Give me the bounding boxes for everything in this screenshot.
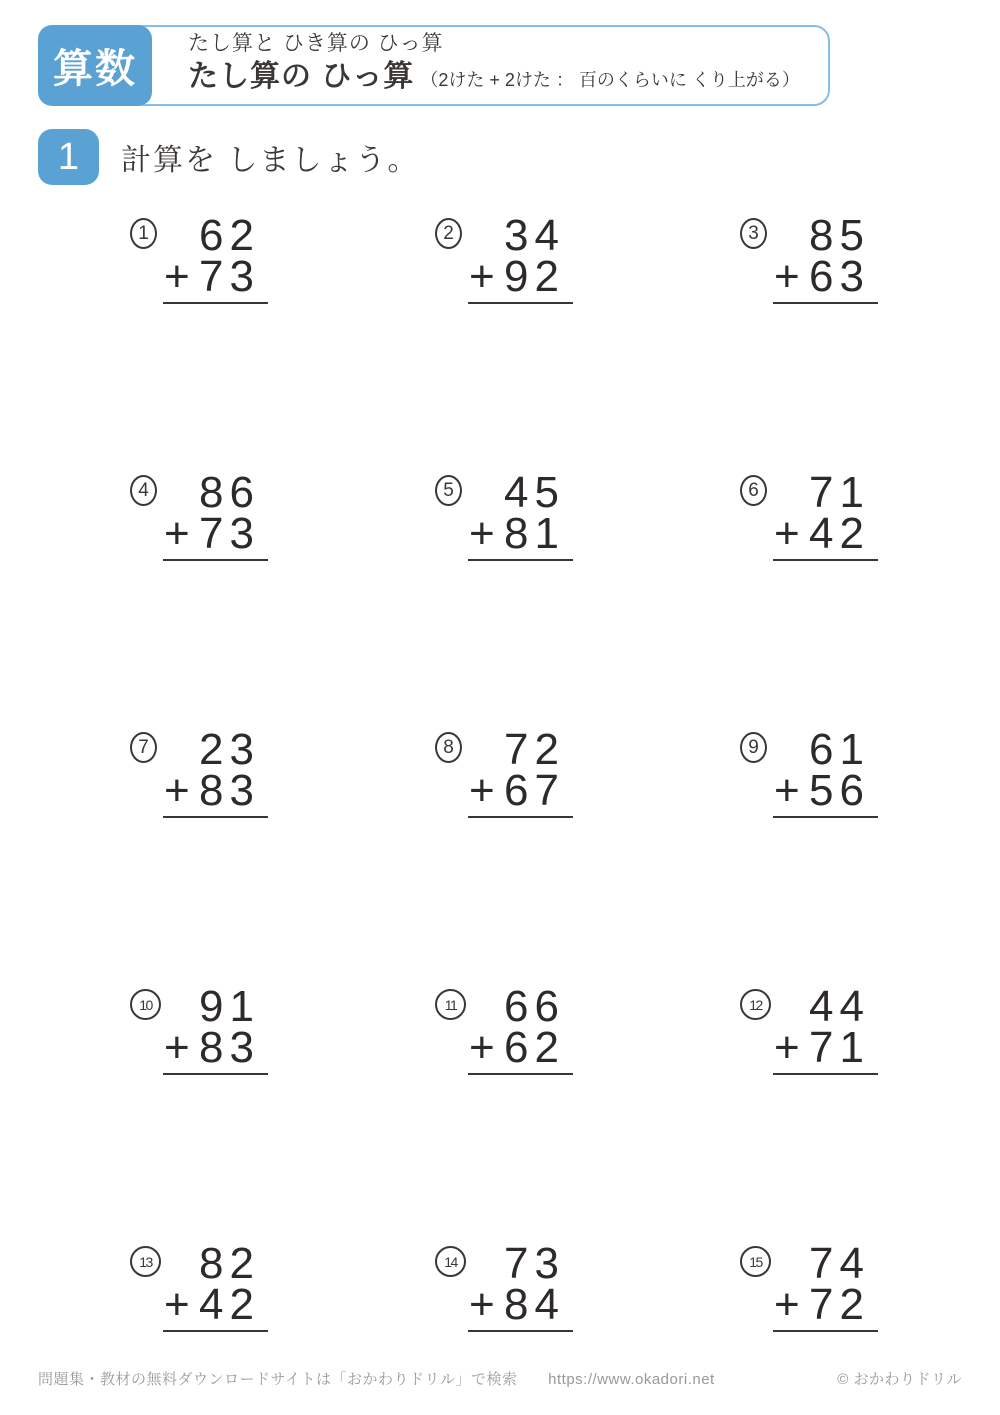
section-instruction: 計算を しましょう。 [121,144,420,177]
addition-problem [130,468,435,730]
addend-top: 66 [504,982,565,1031]
addend-top: 71 [809,468,870,517]
addend-bottom-row [773,766,878,818]
vertical-calculation [163,982,268,1075]
problem-number-circle: 14 [435,1246,466,1277]
problem-number-circle: 8 [435,732,462,763]
addend-bottom: 42 [809,509,870,558]
vertical-calculation [773,982,878,1075]
worksheet-series-title: たし算と ひき算の ひっ算 [188,32,444,55]
vertical-calculation [163,725,268,818]
addend-bottom-row [468,766,573,818]
addend-bottom-row [163,766,268,818]
addend-bottom: 73 [199,509,260,558]
addend-bottom-row [773,1023,878,1075]
plus-sign: + [164,252,190,301]
addend-bottom-row [468,509,573,561]
problem-number-circle: 10 [130,989,161,1020]
addition-problem [740,211,1000,473]
problem-number-circle: 12 [740,989,771,1020]
addend-top: 73 [504,1239,565,1288]
addend-bottom-row [468,1023,573,1075]
addition-problem [740,1239,1000,1415]
footer-left [38,1368,715,1389]
addend-bottom: 67 [504,766,565,815]
section-heading [38,129,419,185]
plus-sign: + [774,1280,800,1329]
problem-number-circle: 1 [130,218,157,249]
subject-badge: 算数 [38,25,152,106]
addend-bottom: 63 [809,252,870,301]
addend-bottom: 84 [504,1280,565,1329]
addend-bottom: 71 [809,1023,870,1072]
plus-sign: + [469,766,495,815]
addition-problem [130,1239,435,1415]
page-footer [38,1368,962,1389]
vertical-calculation [468,468,573,561]
addend-bottom-row [163,1280,268,1332]
plus-sign: + [164,766,190,815]
problem-number-circle: 3 [740,218,767,249]
vertical-calculation [468,1239,573,1332]
addend-top: 34 [504,211,565,260]
problems-grid [130,211,1000,1415]
problem-number-circle: 13 [130,1246,161,1277]
plus-sign: + [164,1023,190,1072]
addend-top: 44 [809,982,870,1031]
addend-bottom-row [163,1023,268,1075]
section-number-badge: 1 [38,129,99,185]
plus-sign: + [774,766,800,815]
plus-sign: + [469,1280,495,1329]
plus-sign: + [469,252,495,301]
addend-top: 86 [199,468,260,517]
addend-top: 23 [199,725,260,774]
problem-number-circle: 11 [435,989,466,1020]
addend-bottom: 42 [199,1280,260,1329]
addend-bottom: 72 [809,1280,870,1329]
addition-problem [130,211,435,473]
problem-number-circle: 7 [130,732,157,763]
addend-bottom: 73 [199,252,260,301]
plus-sign: + [164,509,190,558]
vertical-calculation [163,1239,268,1332]
addend-top: 82 [199,1239,260,1288]
vertical-calculation [163,468,268,561]
addition-problem [435,725,740,987]
addend-top: 85 [809,211,870,260]
worksheet-title [188,57,800,100]
footer-copyright: © おかわりドリル [837,1371,962,1388]
addend-bottom-row [163,252,268,304]
addend-bottom-row [773,1280,878,1332]
plus-sign: + [774,252,800,301]
addition-problem [435,211,740,473]
worksheet-title-note: （2けた + 2けた ： 百のくらいに くり上がる） [420,70,800,90]
vertical-calculation [773,725,878,818]
problem-number-circle: 2 [435,218,462,249]
plus-sign: + [774,509,800,558]
addend-top: 74 [809,1239,870,1288]
vertical-calculation [468,725,573,818]
vertical-calculation [773,1239,878,1332]
addend-bottom: 83 [199,1023,260,1072]
vertical-calculation [773,468,878,561]
addend-bottom-row [773,252,878,304]
addition-problem [435,982,740,1244]
vertical-calculation [163,211,268,304]
plus-sign: + [469,1023,495,1072]
addend-bottom: 83 [199,766,260,815]
addition-problem [435,468,740,730]
addition-problem [740,468,1000,730]
problem-number-circle: 4 [130,475,157,506]
vertical-calculation [468,211,573,304]
footer-site-description: 問題集・教材の無料ダウンロードサイトは「おかわりドリル」で検索 [38,1371,518,1388]
vertical-calculation [468,982,573,1075]
plus-sign: + [164,1280,190,1329]
problem-number-circle: 9 [740,732,767,763]
addend-top: 62 [199,211,260,260]
addend-bottom: 81 [504,509,565,558]
addend-top: 61 [809,725,870,774]
addition-problem [130,725,435,987]
plus-sign: + [774,1023,800,1072]
header-text [188,31,800,100]
addend-bottom-row [163,509,268,561]
addition-problem [740,982,1000,1244]
addend-bottom: 62 [504,1023,565,1072]
problem-number-circle: 6 [740,475,767,506]
problem-number-circle: 5 [435,475,462,506]
addend-top: 72 [504,725,565,774]
addend-bottom-row [468,252,573,304]
addend-top: 91 [199,982,260,1031]
worksheet-title-main: たし算の ひっ算 [188,60,415,93]
addition-problem [740,725,1000,987]
problem-number-circle: 15 [740,1246,771,1277]
addition-problem [130,982,435,1244]
plus-sign: + [469,509,495,558]
vertical-calculation [773,211,878,304]
footer-site-url: https://www.okadori.net [548,1371,715,1388]
addend-bottom-row [773,509,878,561]
addend-top: 45 [504,468,565,517]
addend-bottom: 92 [504,252,565,301]
addend-bottom: 56 [809,766,870,815]
addition-problem [435,1239,740,1415]
addend-bottom-row [468,1280,573,1332]
